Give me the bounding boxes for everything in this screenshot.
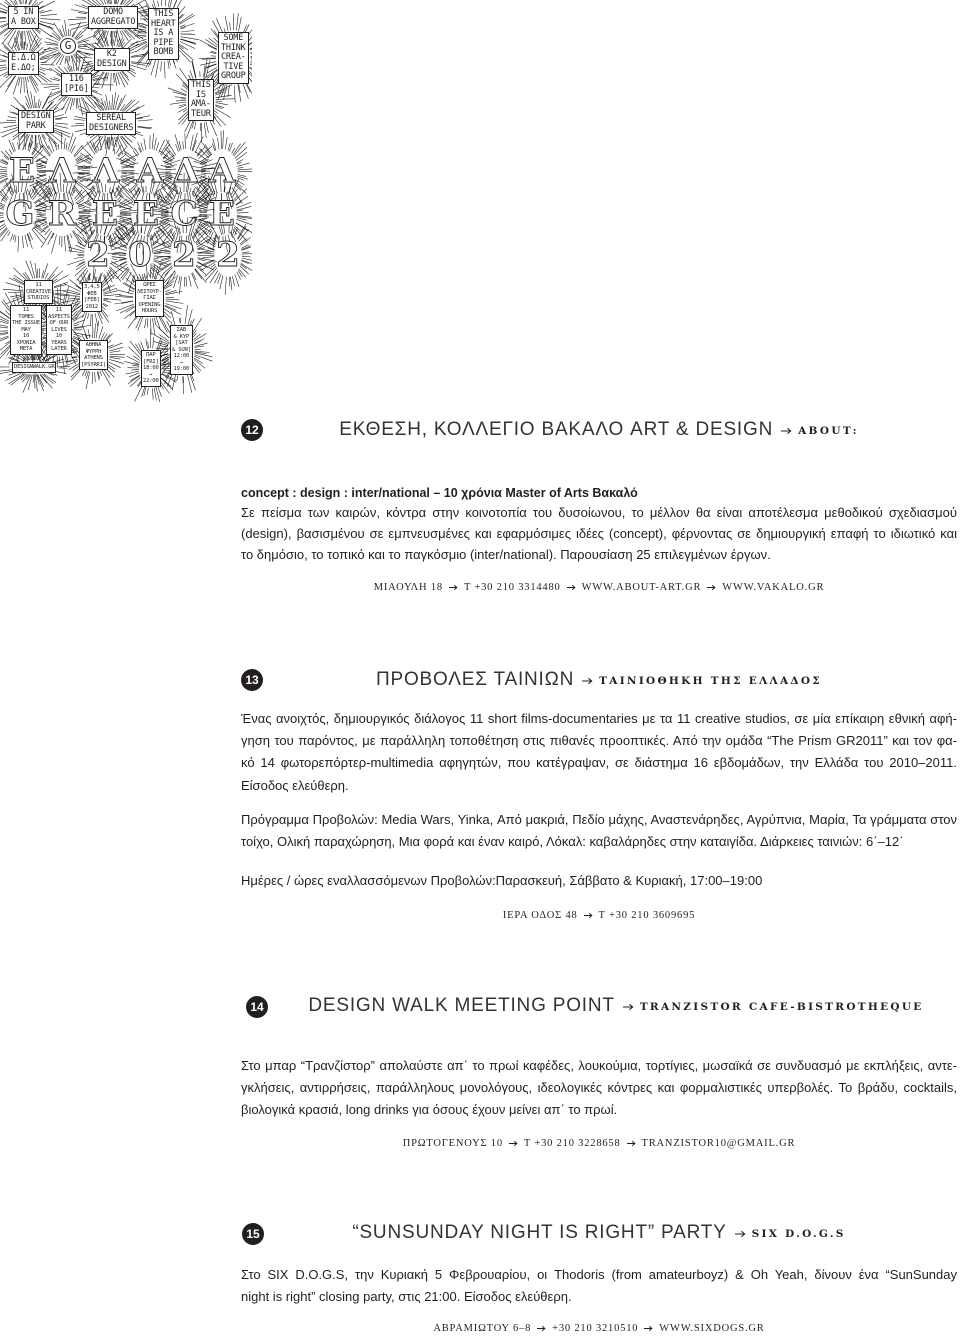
paragraph-line: γκλήσεις, αντιρρήσεις, παράλληλους μονολόγους, ιδεολογικές κόντρες και φορμαλιστικές υπερβολές. Το βράδυ, cocktails,: [241, 1080, 957, 1095]
arrow-icon: [644, 1325, 653, 1332]
address-phone: T +30 210 3609695: [598, 910, 696, 921]
poster-tag-location: ΑΘΗΝΑ ΨΥΡΡΗ ATHENS [PSYRRI]: [79, 340, 108, 370]
poster-tag-website: DESIGNWALK.GR: [12, 362, 56, 373]
address-street: ΠΡΩΤΟΓΕΝΟΥΣ 10: [402, 1138, 503, 1149]
poster-tag-dates: 3,4,5 ΦΕΒ [FEB] 2012: [82, 282, 102, 312]
section-venue: TRANZISTOR CAFE-BISTROTHEQUE: [639, 1001, 924, 1013]
poster-digit: 2: [86, 235, 110, 275]
poster-tag-k2-design: K2 DESIGN: [94, 48, 130, 71]
address-street: ΙΕΡΑ ΟΔΟΣ 48: [502, 910, 578, 921]
poster-letter: E: [133, 194, 159, 234]
poster-digit: 2: [216, 235, 240, 275]
address-street: ΜΙΑΟΥΛΗ 18: [373, 582, 443, 593]
section-number-badge: 15: [242, 1223, 264, 1245]
address-street: ΑΒΡΑΜΙΩΤΟΥ 6–8: [433, 1323, 532, 1334]
poster-tag-aspects: 11 ASPECTS OF OUR LIVES 10 YEARS LATER: [46, 305, 72, 355]
poster-letter: Α: [208, 151, 236, 191]
venue-address: [241, 1137, 957, 1151]
section-venue: ABOUT:: [798, 425, 859, 437]
poster-letter: Ε: [9, 151, 35, 191]
address-website: WWW.VAKALO.GR: [722, 582, 825, 593]
poster-letter: R: [47, 194, 77, 234]
poster-tag-g: G: [60, 38, 76, 54]
paragraph-line: night is right” closing party, στις 21:00. Είσοδος ελεύθερη.: [241, 1289, 572, 1304]
arrow-icon: [584, 912, 593, 919]
section-venue: ΤΑΙΝΙΟΘΗΚΗ ΤΗΣ ΕΛΛΑΔΟΣ: [599, 675, 823, 687]
poster-tag-5-in-a-box: 5 IN A BOX: [8, 6, 39, 29]
poster-tag-amateur: THIS IS AMA- TEUR: [188, 79, 214, 121]
paragraph-line: τοίχο, Ολική παραχώρηση, Μια φορά και έναν καιρό, Λόκαλ: καβαλάρηδες στην καταιγίδα. Διάρκειες ταινιών: 6΄–12΄: [241, 834, 904, 849]
section-venue: SIX D.O.G.S: [751, 1228, 846, 1240]
section-heading: [258, 994, 960, 1018]
address-website: WWW.SIXDOGS.GR: [659, 1323, 765, 1334]
arrow-icon: [449, 584, 458, 591]
poster-letter: E: [92, 194, 118, 234]
poster-tag-opening-hours: ΩΡΕΣ ΛΕΙΤΟΥΡ- ΓΙΑΣ OPENING HOURS: [135, 280, 164, 317]
poster-digit: 0: [128, 235, 152, 275]
poster-tag-pipe-bomb: THIS HEART IS A PIPE BOMB: [148, 8, 179, 60]
paragraph-line: Ημέρες / ώρες εναλλασσόμενων Προβολών:Παρασκευή, Σάββατο & Κυριακή, 17:00–19:00: [241, 873, 763, 888]
poster-tag-some-think: SOME THINK CREA- TIVE GROUP: [218, 32, 249, 84]
venue-address: [241, 1322, 957, 1336]
poster-tag-weekend-hours: ΣΑΒ & ΚΥΡ [SAT & SUN] 12:00 → 19:00: [170, 325, 193, 375]
address-email: TRANZISTOR10@GMAIL.GR: [641, 1138, 796, 1149]
poster-letter: E: [209, 194, 235, 234]
paragraph-line: Στο μπαρ “Τρανζίστορ” απολαύστε απ΄ το πρωί καφέδες, λουκούμια, τορτίγιες, μωσαϊκά σε συνδυασμό με εκπλήξεις, αντε-: [241, 1058, 957, 1073]
section-lead: concept : design : inter/national – 10 χρόνια Master of Arts Βακαλό: [241, 486, 638, 500]
section-title: “SUNSUNDAY NIGHT IS RIGHT” PARTY: [352, 1222, 727, 1243]
address-phone: T +30 210 3314480: [463, 582, 561, 593]
paragraph-line: γηση του παρόντος, με παράλληλη τοποθέτηση στις πιθανές προοπτικές. Από την ομάδα “The Prism GR2011” και τον φα-: [241, 733, 957, 748]
venue-address: [241, 909, 957, 923]
poster-digit: 2: [172, 235, 196, 275]
section-number-badge: 13: [241, 669, 263, 691]
poster-letter: Δ: [172, 151, 200, 191]
poster-letter: G: [5, 194, 35, 234]
section-title: ΕΚΘΕΣΗ, ΚΟΛΛΕΓΙΟ ΒΑΚΑΛΟ ART & DESIGN: [339, 419, 774, 440]
section-title: DESIGN WALK MEETING POINT: [308, 995, 615, 1016]
section-number-badge: 14: [246, 996, 268, 1018]
paragraph-line: Ένας ανοιχτός, δημιουργικός διάλογος 11 short films-documentaries με τα 11 creative studios, σε μία επίκαιρη εθνική αφή-: [241, 711, 957, 726]
paragraph-line: κό 14 φωτορεπόρτερ-multimedia αφηγητών, που κατέγραψαν, σε διάστημα 16 εβδομάδων, την Ελλάδα του 2010–2011.: [241, 755, 957, 770]
design-walk-poster: [0, 0, 252, 402]
arrow-icon: [509, 1140, 518, 1147]
poster-tag-pi6: 116 [PI6]: [61, 73, 92, 96]
poster-tag-creative-studios: 11 CREATIVE STUDIOS: [24, 280, 53, 304]
arrow-icon: [781, 427, 792, 435]
address-phone: T +30 210 3228658: [523, 1138, 621, 1149]
arrow-icon: [735, 1230, 746, 1238]
poster-tag-friday-hours: ΠΑΡ [FRI] 18:00 → 22:00: [141, 350, 161, 387]
section-heading: [241, 668, 957, 692]
section-heading: [241, 418, 957, 442]
poster-tag-sereal-designers: SEREAL DESIGNERS: [86, 112, 136, 135]
arrow-icon: [537, 1325, 546, 1332]
address-phone: +30 210 3210510: [552, 1323, 639, 1334]
poster-letter: Α: [136, 151, 164, 191]
paragraph-line: το δημόσιο, το τοπικό και το παγκόσμιο (inter/national). Παρουσίαση 25 επιλεγμένων έργων.: [241, 547, 771, 562]
paragraph-line: Είσοδος ελεύθερη.: [241, 778, 349, 793]
venue-address: [241, 581, 957, 595]
section-title: ΠΡΟΒΟΛΕΣ ΤΑΙΝΙΩΝ: [375, 669, 575, 690]
paragraph-line: Σε πείσμα των καιρών, κόντρα στην κοινοτοπία του δυσοίωνου, το μέλλον θα είναι αποτέλεσμα μεθοδικού σχεδιασμού: [241, 505, 957, 520]
address-website: WWW.ABOUT-ART.GR: [581, 582, 702, 593]
arrow-icon: [623, 1003, 634, 1011]
arrow-icon: [707, 584, 716, 591]
arrow-icon: [582, 677, 593, 685]
poster-letter: Λ: [48, 151, 76, 191]
section-heading: [241, 1221, 957, 1245]
poster-tag-domo-aggregato: DOMO AGGREGATO: [88, 6, 138, 29]
paragraph-line: (design), βασισμένου σε εμπνευσμένες και εφαρμόσιμες ιδέες (concept), φέρνοντας σε δημιουργική επαφή το ιδιωτικό και: [241, 526, 957, 541]
paragraph-line: Στο SIX D.O.G.S, την Κυριακή 5 Φεβρουαρίου, οι Thodoris (from amateurboyz) & Oh Yeah, δίνουν ένα “SunSunday: [241, 1267, 957, 1282]
poster-letter: Λ: [92, 151, 120, 191]
paragraph-line: Πρόγραμμα Προβολών: Media Wars, Yinka, Από μακριά, Πεδίο μάχης, Αναστενάρηδες, Αγρύπνια, Μαρία, Τα γράμματα στον: [241, 812, 957, 827]
section-number-badge: 12: [241, 419, 263, 441]
arrow-icon: [567, 584, 576, 591]
poster-tag-tomes: 11 TOMES THE ISSUE MAY 10 ΧΡΟΝΙΑ ΜΕΤΑ: [10, 305, 42, 355]
poster-letter: C: [170, 194, 198, 234]
arrow-icon: [627, 1140, 636, 1147]
poster-tag-edo: Ε.Δ.Ω Ε.ΔΟ;: [8, 52, 39, 75]
paragraph-line: βιολογικά κρασιά, long drinks για όσους έχουν μείνει απ΄ το πρωί.: [241, 1102, 618, 1117]
poster-tag-design-park: DESIGN PARK: [18, 110, 54, 133]
